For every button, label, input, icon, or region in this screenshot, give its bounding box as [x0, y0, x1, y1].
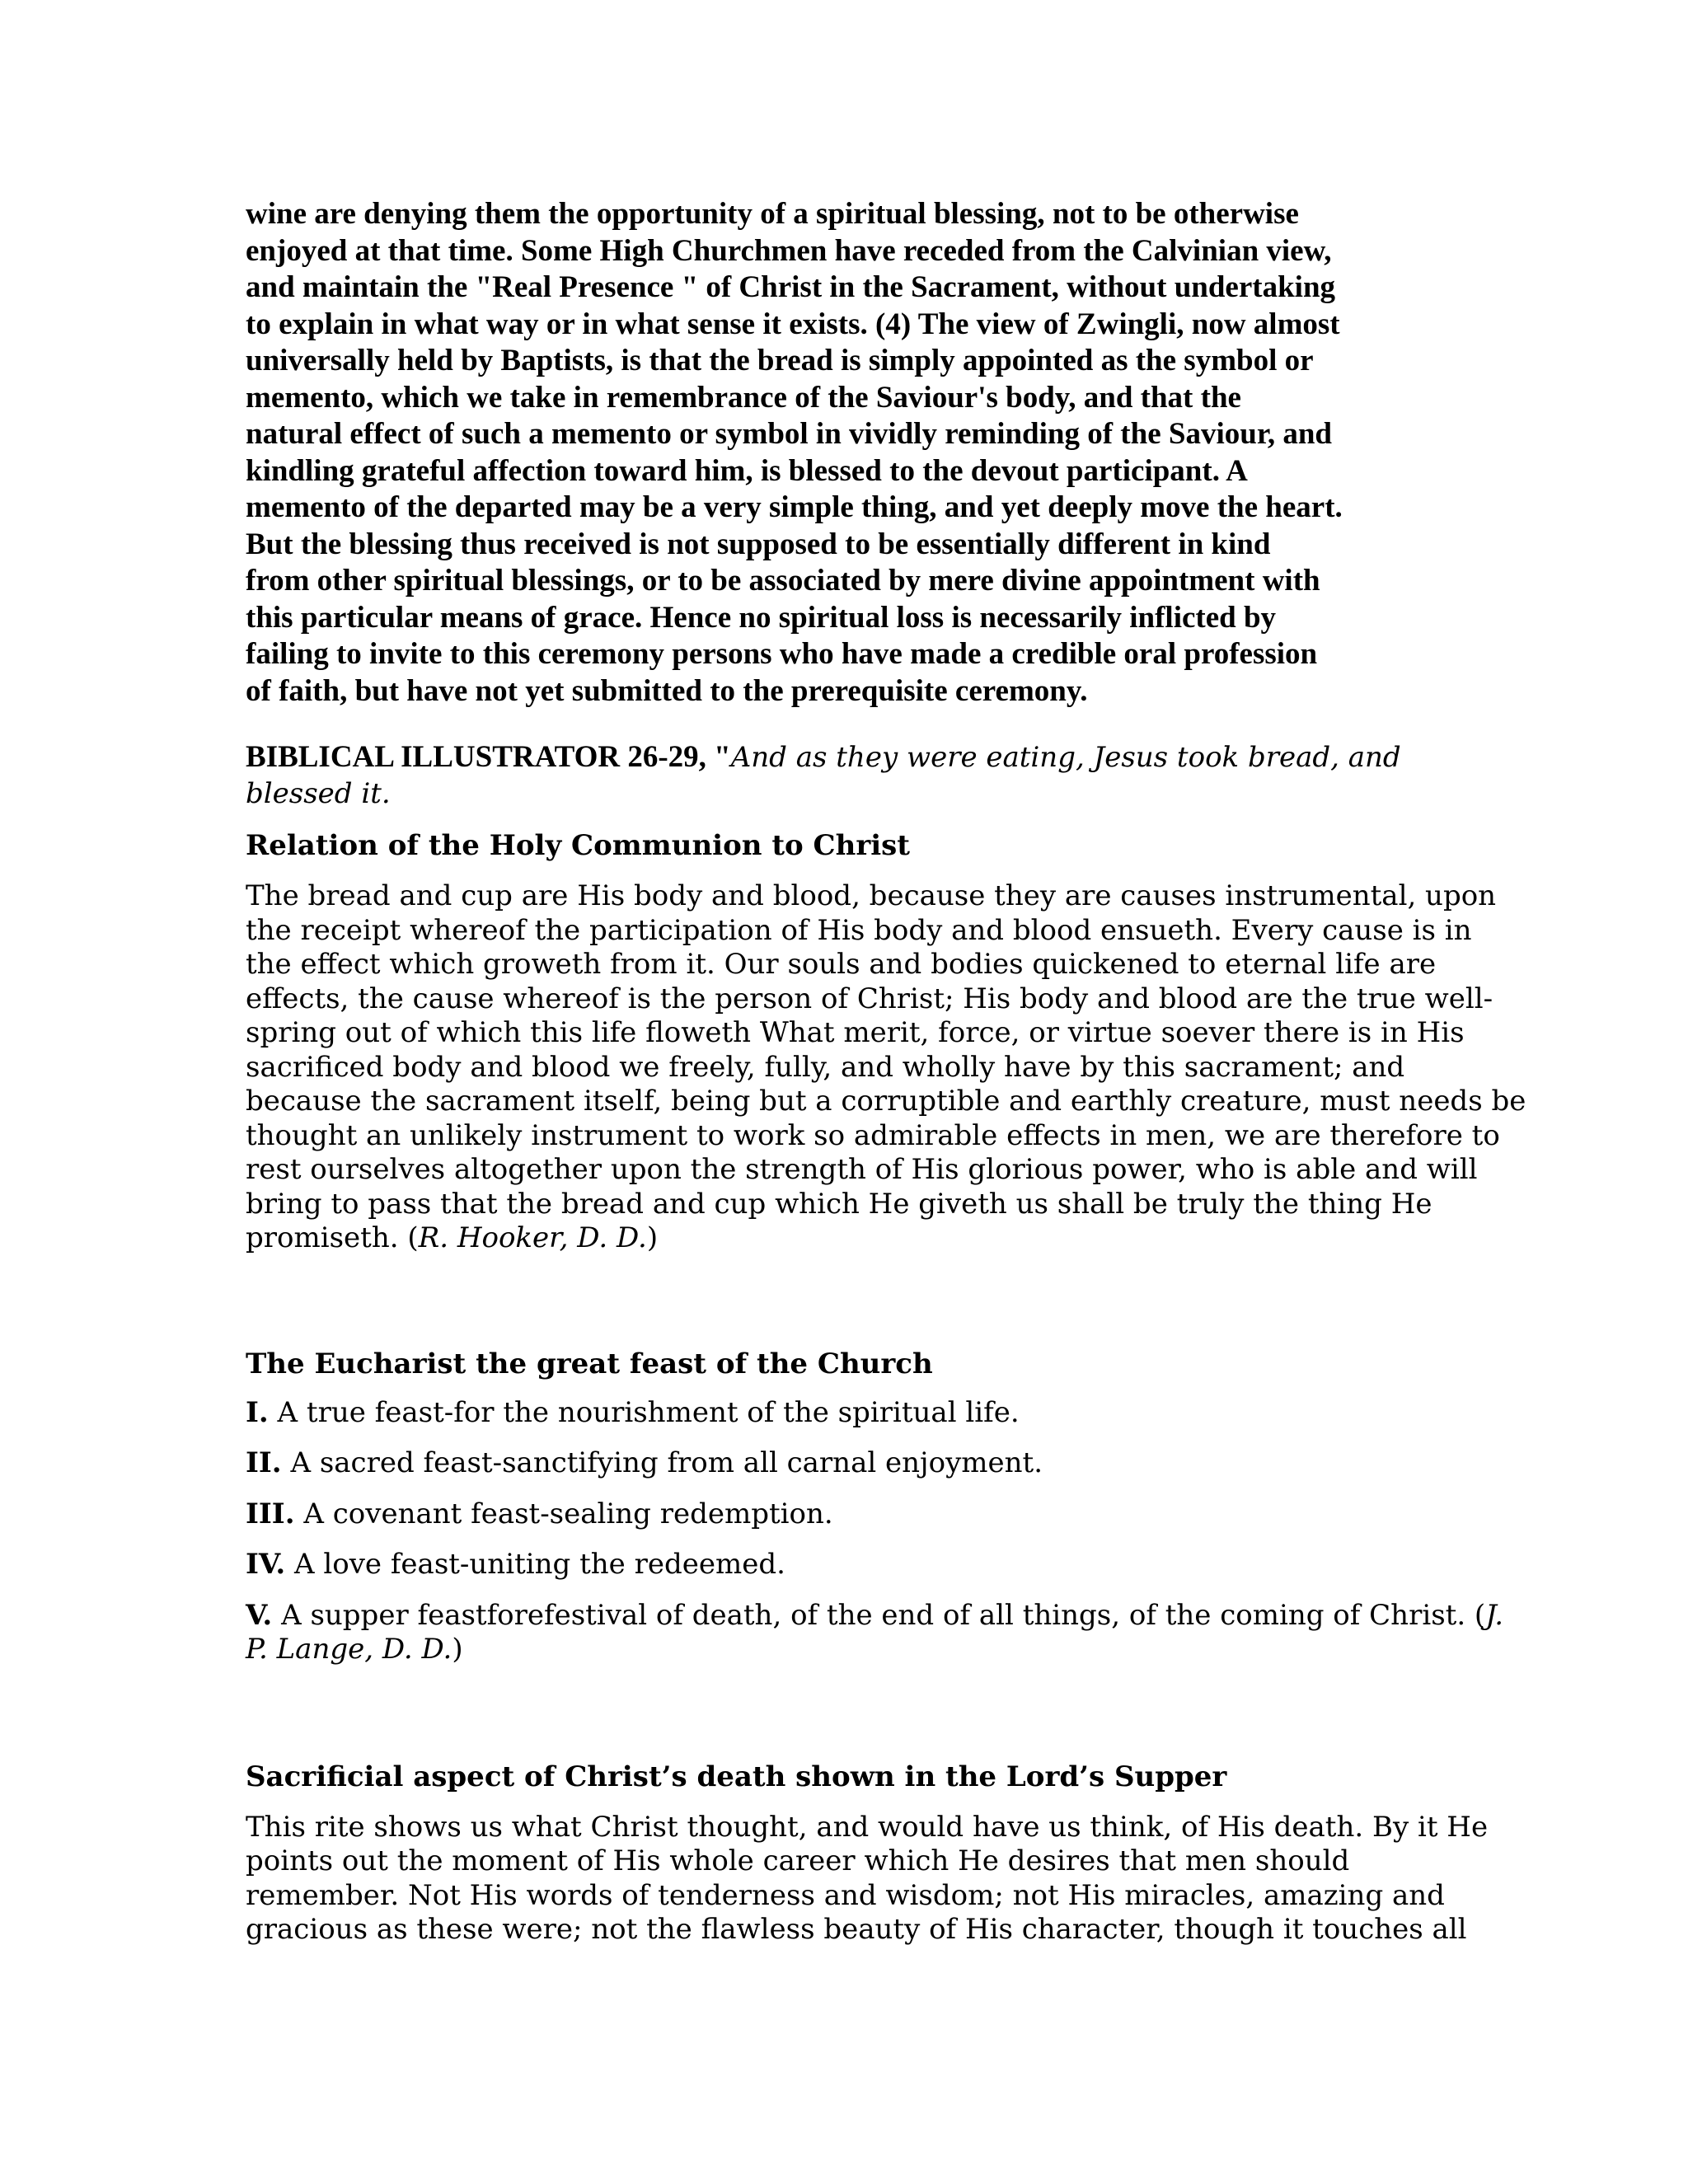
text-line: remember. Not His words of tenderness and wisdom; not His miracles, amazing and [246, 1878, 1445, 1912]
list-item-text: A covenant feast-sealing redemption. [294, 1497, 833, 1530]
text-line: because the sacrament itself, being but a corruptible and earthly creature, must needs be [246, 1085, 1526, 1118]
list-item-text: A true feast-for the nourishment of the spiritual life. [268, 1395, 1020, 1429]
scripture-quote: And as they were eating, Jesus took bread, and blessed it. [246, 741, 1401, 810]
biblical-illustrator-heading [246, 739, 1441, 812]
text-line: thought an unlikely instrument to work so admirable effects in men, we are therefore to [246, 1118, 1500, 1152]
text-line: bring to pass that the bread and cup which He giveth us shall be truly the thing He [246, 1187, 1432, 1221]
section-heading: Sacrificial aspect of Christ’s death shown in the Lord’s Supper [246, 1760, 1227, 1793]
text-line: to explain in what way or in what sense it exists. (4) The view of Zwingli, now almost [246, 307, 1340, 341]
text-line: points out the moment of His whole career which He desires that men should [246, 1844, 1350, 1877]
text-line: from other spiritual blessings, or to be associated by mere divine appointment with [246, 564, 1320, 598]
text-line: of faith, but have not yet submitted to the prerequisite ceremony. [246, 673, 1088, 708]
text-line: But the blessing thus received is not supposed to be essentially different in kind [246, 527, 1271, 561]
text-fragment: promiseth. ( [246, 1221, 419, 1254]
roman-numeral: III. [246, 1497, 295, 1530]
list-item [246, 1548, 1441, 1582]
text-line: memento of the departed may be a very simple thing, and yet deeply move the heart. [246, 490, 1343, 524]
list-item-text: A love feast-uniting the redeemed. [285, 1548, 785, 1581]
text-line [246, 1221, 1441, 1256]
list-item-text: A supper feastforefestival of death, of the end of all things, of the coming of Christ. ( [272, 1598, 1486, 1632]
citation: R. Hooker, D. D. [418, 1221, 647, 1254]
list-item [246, 1396, 1441, 1431]
roman-numeral: IV. [246, 1548, 286, 1581]
biblical-illustrator-label: BIBLICAL ILLUSTRATOR 26-29, " [246, 740, 731, 774]
roman-numeral: V. [246, 1598, 273, 1632]
text-line: gracious as these were; not the flawless beauty of His character, though it touches all [246, 1913, 1467, 1946]
text-line: memento, which we take in remembrance of the Saviour's body, and that the [246, 380, 1241, 415]
text-line: sacrificed body and blood we freely, fully, and wholly have by this sacrament; and [246, 1050, 1405, 1084]
text-line: enjoyed at that time. Some High Churchmen have receded from the Calvinian view, [246, 233, 1332, 268]
intro-paragraph [246, 196, 1441, 710]
text-line [246, 1598, 1504, 1633]
text-line: effects, the cause whereof is the person of Christ; His body and blood are the true well- [246, 982, 1493, 1015]
text-line: natural effect of such a memento or symbol in vividly reminding of the Saviour, and [246, 417, 1332, 451]
text-line: this particular means of grace. Hence no spiritual loss is necessarily inflicted by [246, 600, 1277, 635]
text-fragment: ) [452, 1633, 463, 1666]
document-page [246, 196, 1526, 1947]
citation: P. Lange, D. D. [246, 1633, 452, 1666]
list-item [246, 1446, 1441, 1481]
list-item [246, 1497, 1441, 1532]
section-heading: The Eucharist the great feast of the Church [246, 1347, 933, 1380]
roman-numeral: I. [246, 1395, 269, 1429]
section-paragraph [246, 879, 1526, 1256]
text-line [246, 1633, 1441, 1667]
text-line: and maintain the "Real Presence " of Christ in the Sacrament, without undertaking [246, 270, 1336, 304]
text-line: failing to invite to this ceremony persons who have made a credible oral profession [246, 637, 1318, 671]
roman-numeral: II. [246, 1446, 282, 1479]
text-line: the effect which groweth from it. Our souls and bodies quickened to eternal life are [246, 948, 1437, 981]
text-line: the receipt whereof the participation of His body and blood ensueth. Every cause is in [246, 913, 1472, 947]
text-line: universally held by Baptists, is that the bread is simply appointed as the symbol or [246, 344, 1314, 377]
text-line: spring out of which this life floweth What merit, force, or virtue soever there is in His [246, 1016, 1465, 1049]
text-line: This rite shows us what Christ thought, and would have us think, of His death. By it He [246, 1810, 1489, 1844]
text-line: wine are denying them the opportunity of a spiritual blessing, not to be otherwise [246, 197, 1299, 231]
text-line: The bread and cup are His body and blood, because they are causes instrumental, upon [246, 879, 1497, 912]
text-fragment: ) [646, 1221, 659, 1254]
list-item-text: A sacred feast-sanctifying from all carnal enjoyment. [281, 1446, 1043, 1479]
text-line: rest ourselves altogether upon the strength of His glorious power, who is able and will [246, 1153, 1478, 1186]
section-paragraph [246, 1810, 1489, 1947]
section-heading: Relation of the Holy Communion to Christ [246, 829, 910, 862]
text-line: kindling grateful affection toward him, is blessed to the devout participant. A [246, 453, 1248, 488]
list-item [246, 1598, 1504, 1667]
citation: J. [1485, 1598, 1504, 1632]
